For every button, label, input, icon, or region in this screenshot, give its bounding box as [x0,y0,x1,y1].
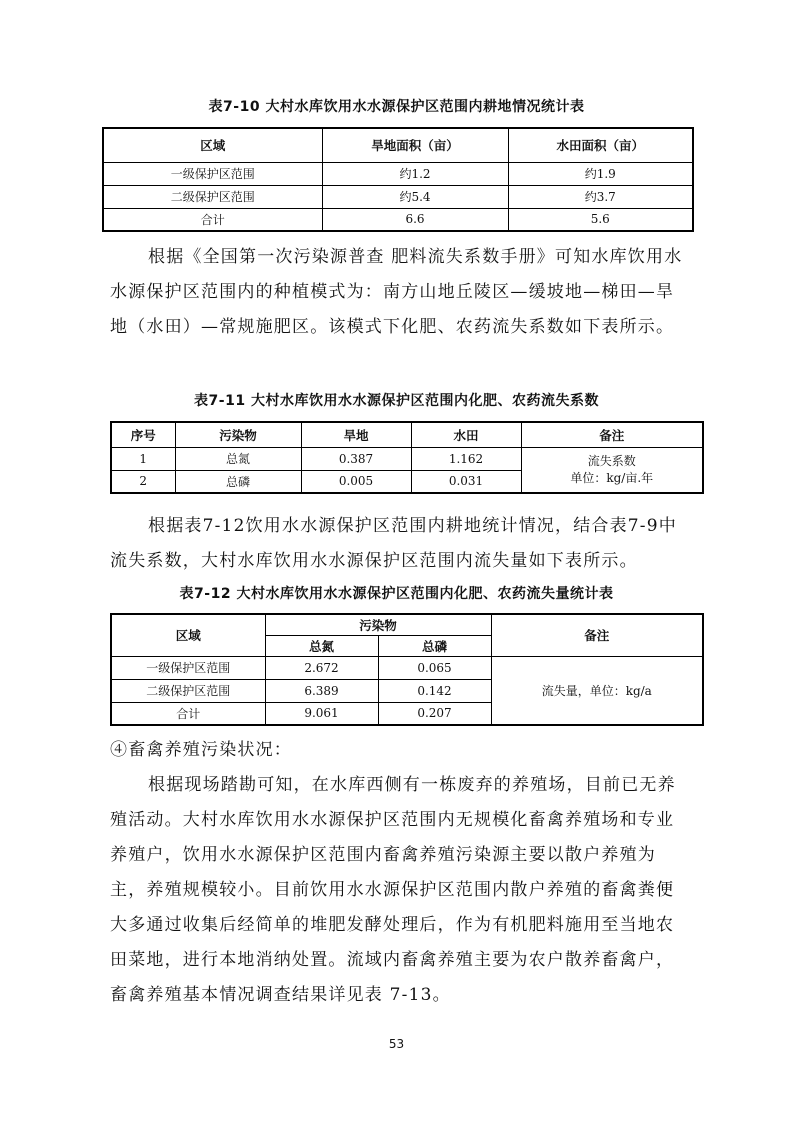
section-livestock [110,733,692,1013]
cell: 一级保护区范围 [111,656,265,679]
table-row [111,656,703,679]
table-row [103,162,693,185]
header-total-phosphorus: 总磷 [378,635,491,656]
cell: 5.6 [508,208,693,231]
header-pollutant: 污染物 [265,614,491,635]
paragraph-text: 根据表7-12饮用水水源保护区范围内耕地统计情况，结合表7-9中流失系数，大村水库饮用水水源保护区范围内流失量如下表所示。 [110,516,677,571]
cell: 约3.7 [508,185,693,208]
cell: 一级保护区范围 [103,162,322,185]
table-7-10 [102,127,694,232]
table-7-11 [110,421,704,494]
table-7-12 [110,613,704,726]
header-region: 区域 [103,128,322,162]
cell: 合计 [103,208,322,231]
paragraph-planting-mode [110,240,692,345]
cell: 二级保护区范围 [103,185,322,208]
paragraph-text: 根据现场踏勘可知，在水库西侧有一栋废弃的养殖场，目前已无养殖活动。大村水库饮用水水源保护区范围内无规模化畜禽养殖场和专业养殖户，饮用水水源保护区范围内畜禽养殖污染源主要以散户养殖为主，养殖规模较小。目前饮用水水源保护区范围内散户养殖的畜禽粪便大多通过收集后经简单的堆肥发酵处理后，作为有机肥料施用至当地农田菜地，进行本地消纳处置。流域内畜禽养殖主要为农户散养畜禽户，畜禽养殖基本情况调查结果详见表 7-13。 [110,775,676,1005]
header-paddy: 水田 [411,422,521,447]
cell: 2 [111,470,175,493]
header-total-nitrogen: 总氮 [265,635,378,656]
cell: 0.005 [301,470,411,493]
cell: 2.672 [265,656,378,679]
header-pollutant: 污染物 [175,422,301,447]
header-paddy-area: 水田面积（亩） [508,128,693,162]
remark-line: 单位：kg/亩.年 [570,470,654,485]
remark-line: 流失系数 [587,453,636,468]
cell: 1.162 [411,447,521,470]
cell: 6.389 [265,679,378,702]
header-remark: 备注 [521,422,703,447]
page-number: 53 [388,1037,405,1051]
paragraph-text: 根据《全国第一次污染源普查 肥料流失系数手册》可知水库饮用水水源保护区范围内的种植模式为：南方山地丘陵区—缓坡地—梯田—旱地（水田）—常规施肥区。该模式下化肥、农药流失系数如下表所示。 [110,247,683,337]
cell: 0.031 [411,470,521,493]
cell: 总氮 [175,447,301,470]
cell: 9.061 [265,702,378,725]
cell: 1 [111,447,175,470]
header-dry-land: 旱地 [301,422,411,447]
header-region: 区域 [111,614,265,656]
cell: 0.065 [378,656,491,679]
cell: 总磷 [175,470,301,493]
cell: 约1.9 [508,162,693,185]
cell: 6.6 [322,208,508,231]
cell: 0.387 [301,447,411,470]
remark-cell: 流失量，单位：kg/a [491,656,703,725]
header-seq: 序号 [111,422,175,447]
cell: 二级保护区范围 [111,679,265,702]
table-row [103,185,693,208]
table-row [111,447,703,470]
header-dry-land-area: 旱地面积（亩） [322,128,508,162]
cell: 0.207 [378,702,491,725]
table-7-12-caption: 表7-12 大村水库饮用水水源保护区范围内化肥、农药流失量统计表 [179,586,614,602]
header-remark: 备注 [491,614,703,656]
table-row [103,208,693,231]
section-heading: ④畜禽养殖污染状况： [110,740,292,760]
table-7-10-caption: 表7-10 大村水库饮用水水源保护区范围内耕地情况统计表 [208,99,585,115]
cell: 0.142 [378,679,491,702]
remark-cell [521,447,703,493]
cell: 约1.2 [322,162,508,185]
cell: 合计 [111,702,265,725]
cell: 约5.4 [322,185,508,208]
paragraph-loss-intro [110,509,692,579]
table-7-11-caption: 表7-11 大村水库饮用水水源保护区范围内化肥、农药流失系数 [194,393,599,409]
